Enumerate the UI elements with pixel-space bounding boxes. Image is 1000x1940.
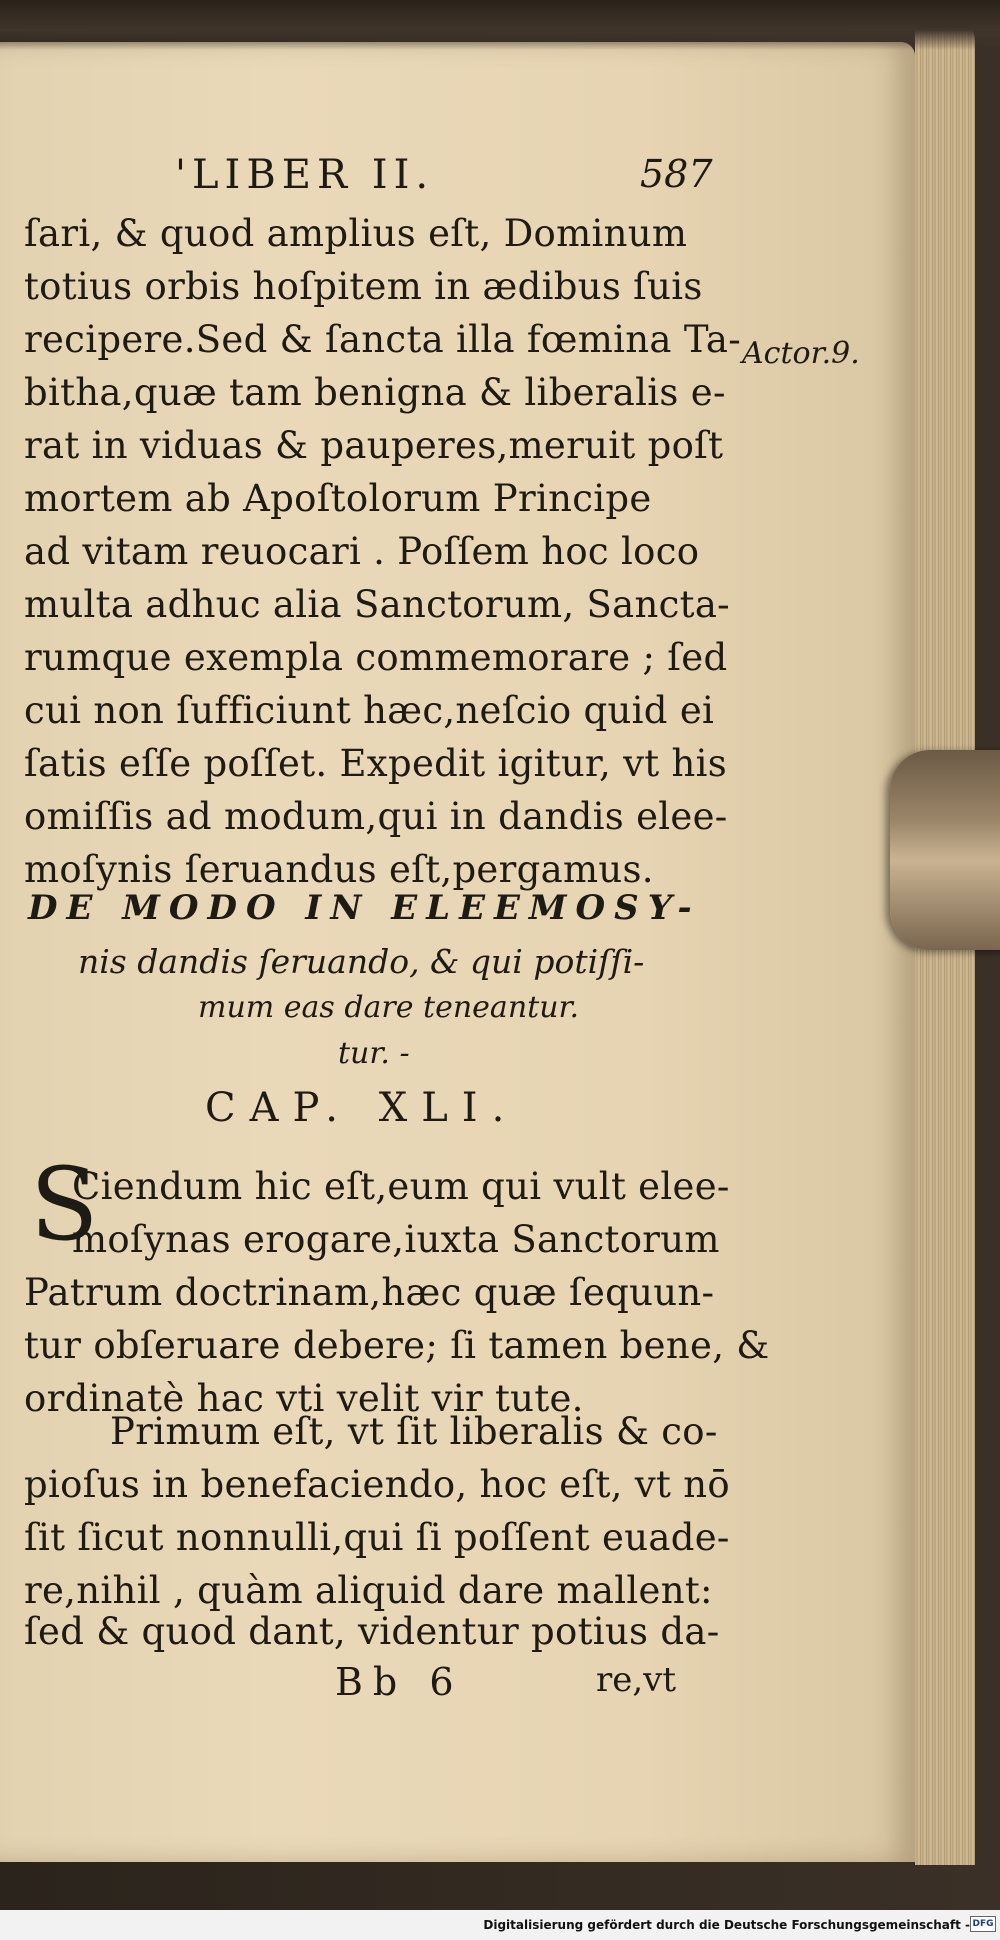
- chapter-heading: DE MODO IN ELEEMOSY-: [28, 888, 701, 928]
- drop-cap: S: [30, 1146, 99, 1263]
- text-line: Primum eſt, vt ſit liberalis & co-: [110, 1410, 718, 1453]
- text-line: ſed & quod dant, videntur potius da-: [24, 1610, 720, 1653]
- chapter-subheading: tur. -: [338, 1036, 410, 1071]
- text-line: rumque exempla commemorare ; ſed: [24, 636, 728, 679]
- text-line: ordinatè hac vti velit vir tute.: [24, 1377, 584, 1420]
- text-line: moſynas erogare,iuxta Sanctorum: [72, 1218, 720, 1261]
- marginal-note: Actor.9.: [742, 336, 860, 371]
- text-line: moſynis ſeruandus eſt,pergamus.: [24, 848, 654, 891]
- catchword: re,vt: [596, 1660, 677, 1700]
- text-line: ſatis eſſe poſſet. Expedit igitur, vt his: [24, 742, 728, 785]
- signature-mark: Bb 6: [335, 1660, 464, 1704]
- text-line: ad vitam reuocari . Poſſem hoc loco: [24, 530, 700, 573]
- text-line: omiſſis ad modum,qui in dandis elee-: [24, 795, 728, 838]
- text-line: Ciendum hic eſt,eum qui vult elee-: [72, 1165, 730, 1208]
- text-line: totius orbis hoſpitem in ædibus ſuis: [24, 265, 703, 308]
- text-line: ſit ſicut nonnulli,qui ſi poſſent euade-: [24, 1516, 730, 1559]
- footer-credit: Digitalisierung gefördert durch die Deutsche Forschungsgemeinschaft -: [483, 1918, 970, 1932]
- page-number: 587: [640, 152, 713, 196]
- text-line: mortem ab Apoſtolorum Principe: [24, 477, 652, 520]
- chapter-subheading: mum eas dare teneantur.: [198, 990, 580, 1025]
- text-line: re,nihil , quàm aliquid dare mallent:: [24, 1569, 713, 1612]
- text-line: Patrum doctrinam,hæc quæ ſequun-: [24, 1271, 715, 1314]
- text-line: tur obſeruare debere; ſi tamen bene, &: [24, 1324, 770, 1367]
- text-line: ſari, & quod amplius eſt, Dominum: [24, 212, 688, 255]
- running-head: 'LIBER II.: [175, 152, 435, 198]
- binding-shadow: [0, 0, 1000, 50]
- dfg-logo: DFG: [970, 1916, 996, 1932]
- chapter-number: CAP. XLI.: [205, 1085, 519, 1131]
- chapter-subheading: nis dandis ſeruando, & qui potiſſi-: [78, 942, 645, 981]
- text-line: cui non ſufficiunt hæc,neſcio quid ei: [24, 689, 715, 732]
- text-line: bitha,quæ tam benigna & liberalis e-: [24, 371, 726, 414]
- text-line: recipere.Sed & ſancta illa fœmina Ta-: [24, 318, 742, 361]
- book-clasp: [890, 750, 1000, 950]
- text-line: pioſus in benefaciendo, hoc eſt, vt nō: [24, 1463, 730, 1506]
- text-line: rat in viduas & pauperes,meruit poſt: [24, 424, 724, 467]
- text-line: multa adhuc alia Sanctorum, Sancta-: [24, 583, 730, 626]
